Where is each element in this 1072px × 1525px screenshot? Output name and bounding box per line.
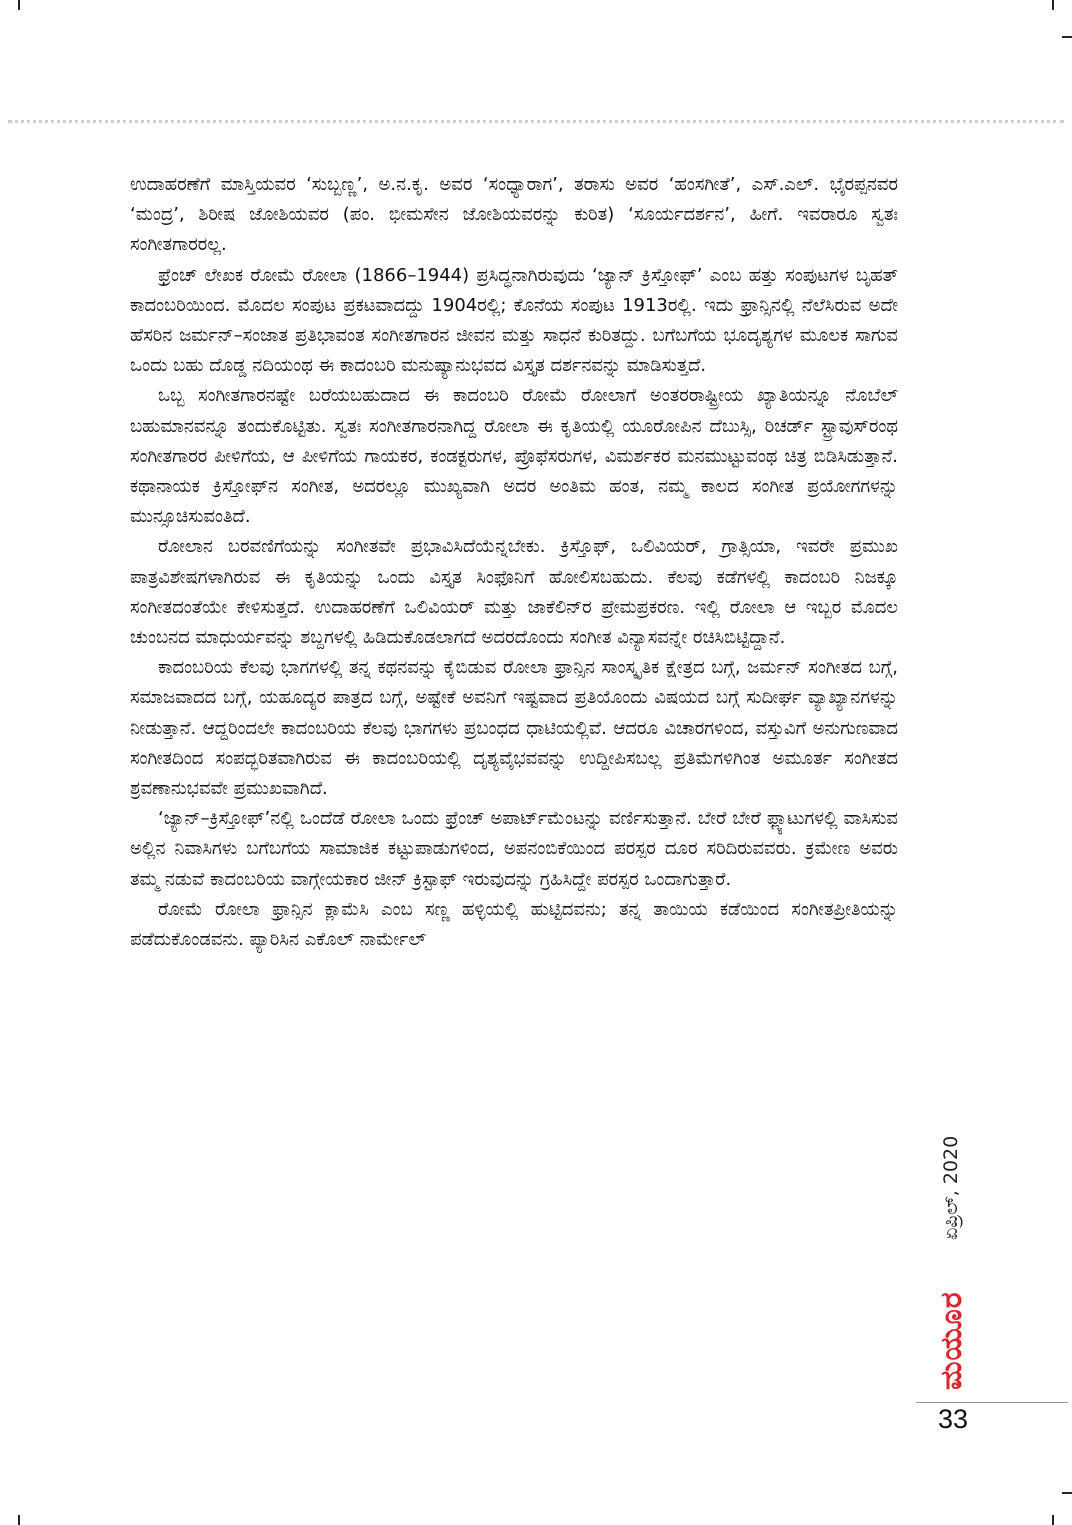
header-dotted-divider: [8, 120, 1064, 123]
article-paragraph: ಕಾದಂಬರಿಯ ಕೆಲವು ಭಾಗಗಳಲ್ಲಿ ತನ್ನ ಕಥನವನ್ನು ಕೈಬಿಡುವ ರೋಲಾ ಫ್ರಾನ್ಸಿನ ಸಾಂಸ್ಕೃತಿಕ ಕ್ಷೇತ್ರದ ಬಗ್ಗೆ, ಜರ್ಮನ್ ಸಂಗೀತದ ಬಗ್ಗೆ, ಸಮಾಜವಾದದ ಬಗ್ಗೆ, ಯಹೂದ್ಯರ ಪಾತ್ರದ ಬಗ್ಗೆ, ಅಷ್ಟೇಕೆ ಅವನಿಗೆ ಇಷ್ಟವಾದ ಪ್ರತಿಯೊಂದು ವಿಷಯದ ಬಗ್ಗೆ ಸುದೀರ್ಘ ವ್ಯಾಖ್ಯಾನಗಳನ್ನು ನೀಡುತ್ತಾನೆ. ಆದ್ದರಿಂದಲೇ ಕಾದಂಬರಿಯ ಕೆಲವು ಭಾಗಗಳು ಪ್ರಬಂಧದ ಧಾಟಿಯಲ್ಲಿವೆ. ಆದರೂ ವಿಚಾರಗಳಿಂದ, ವಸ್ತುವಿಗೆ ಅನುಗುಣವಾದ ಸಂಗೀತದಿಂದ ಸಂಪದ್ಭರಿತವಾಗಿರುವ ಈ ಕಾದಂಬರಿಯಲ್ಲಿ ದೃಶ್ಯವೈಭವವನ್ನು ಉದ್ದೀಪಿಸಬಲ್ಲ ಪ್ರತಿಮೆಗಳಿಗಿಂತ ಅಮೂರ್ತ ಸಂಗೀತದ ಶ್ರವಣಾನುಭವವೇ ಪ್ರಮುಖವಾಗಿದೆ.: [130, 657, 898, 800]
crop-mark-right-lower: [1062, 1492, 1072, 1494]
article-paragraph: ಉದಾಹರಣೆಗೆ ಮಾಸ್ತಿಯವರ ‘ಸುಬ್ಬಣ್ಣ’, ಅ.ನ.ಕೃ. ಅವರ ‘ಸಂಧ್ಯಾರಾಗ’, ತರಾಸು ಅವರ ‘ಹಂಸಗೀತೆ’, ಎಸ್.ಎಲ್. ಭೈರಪ್ಪನವರ ‘ಮಂದ್ರ’, ಶಿರೀಷ ಜೋಶಿಯವರ (ಪಂ. ಭೀಮಸೇನ ಜೋಶಿಯವರನ್ನು ಕುರಿತ) ‘ಸೂರ್ಯದರ್ಶನ’, ಹೀಗೆ. ಇವರಾರೂ ಸ್ವತಃ ಸಂಗೀತಗಾರರಲ್ಲ.: [130, 174, 898, 256]
crop-mark-top-left: [18, 0, 20, 10]
article-paragraph: ರೋಲಾನ ಬರವಣಿಗೆಯನ್ನು ಸಂಗೀತವೇ ಪ್ರಭಾವಿಸಿದೆಯೆನ್ನಬೇಕು. ಕ್ರಿಸ್ತೊಫ್, ಒಲಿವಿಯರ್, ಗ್ರಾತ್ಸಿಯಾ, ಇವರೇ ಪ್ರಮುಖ ಪಾತ್ರವಿಶೇಷಗಳಾಗಿರುವ ಈ ಕೃತಿಯನ್ನು ಒಂದು ವಿಸ್ತೃತ ಸಿಂಫೊನಿಗೆ ಹೋಲಿಸಬಹುದು. ಕೆಲವು ಕಡೆಗಳಲ್ಲಿ ಕಾದಂಬರಿ ನಿಜಕ್ಕೂ ಸಂಗೀತದಂತೆಯೇ ಕೇಳಿಸುತ್ತದೆ. ಉದಾಹರಣೆಗೆ ಒಲಿವಿಯರ್ ಮತ್ತು ಜಾಕೆಲಿನ್‌ರ ಪ್ರೇಮಪ್ರಕರಣ. ಇಲ್ಲಿ ರೋಲಾ ಆ ಇಬ್ಬರ ಮೊದಲ ಚುಂಬನದ ಮಾಧುರ್ಯವನ್ನು ಶಬ್ದಗಳಲ್ಲಿ ಹಿಡಿದುಕೊಡಲಾಗದೆ ಅದರದೊಂದು ಸಂಗೀತ ವಿನ್ಯಾಸವನ್ನೇ ರಚಿಸಿಬಿಟ್ಟಿದ್ದಾನೆ.: [130, 536, 898, 649]
crop-mark-bottom-right: [1052, 1515, 1054, 1525]
magazine-logo: ಮಯೂರ: [934, 1291, 969, 1390]
page-number-rule: [916, 1402, 1068, 1403]
crop-mark-top-right: [1052, 0, 1054, 10]
article-paragraph: ರೋಮೆ ರೋಲಾ ಫ್ರಾನ್ಸಿನ ಕ್ಲಾಮೆಸಿ ಎಂಬ ಸಣ್ಣ ಹಳ್ಳಿಯಲ್ಲಿ ಹುಟ್ಟಿದವನು; ತನ್ನ ತಾಯಿಯ ಕಡೆಯಿಂದ ಸಂಗೀತಪ್ರೀತಿಯನ್ನು ಪಡೆದುಕೊಂಡವನು. ಪ್ಯಾರಿಸಿನ ಎಕೊಲ್ ನಾರ್ಮೇಲ್: [130, 898, 898, 951]
issue-date: ಏಪ್ರಿಲ್, 2020: [940, 1135, 962, 1240]
crop-mark-right-upper: [1062, 36, 1072, 38]
article-paragraph: ‘ಜ್ಯಾನ್–ಕ್ರಿಸ್ತೋಫ್’ನಲ್ಲಿ ಒಂದೆಡೆ ರೋಲಾ ಒಂದು ಫ್ರೆಂಚ್ ಅಪಾರ್ಟ್‌ಮೆಂಟನ್ನು ವರ್ಣಿಸುತ್ತಾನೆ. ಬೇರೆ ಬೇರೆ ಫ್ಲ್ಯಾಟುಗಳಲ್ಲಿ ವಾಸಿಸುವ ಅಲ್ಲಿನ ನಿವಾಸಿಗಳು ಬಗೆಬಗೆಯ ಸಾಮಾಜಿಕ ಕಟ್ಟುಪಾಡುಗಳಿಂದ, ಅಪನಂಬಿಕೆಯಿಂದ ಪರಸ್ಪರ ದೂರ ಸರಿದಿರುವವರು. ಕ್ರಮೇಣ ಅವರು ತಮ್ಮ ನಡುವೆ ಕಾದಂಬರಿಯ ವಾಗ್ಗೇಯಕಾರ ಜೀನ್ ಕ್ರಿಸ್ಟಾಫ್ ಇರುವುದನ್ನು ಗ್ರಹಿಸಿದ್ದೇ ಪರಸ್ಪರ ಒಂದಾಗುತ್ತಾರೆ.: [130, 808, 898, 890]
article-body: [130, 170, 898, 955]
article-paragraph: ಒಬ್ಬ ಸಂಗೀತಗಾರನಷ್ಟೇ ಬರೆಯಬಹುದಾದ ಈ ಕಾದಂಬರಿ ರೋಮೆ ರೋಲಾಗೆ ಅಂತರರಾಷ್ಟ್ರೀಯ ಖ್ಯಾತಿಯನ್ನೂ ನೊಬೆಲ್ ಬಹುಮಾನವನ್ನೂ ತಂದುಕೊಟ್ಟಿತು. ಸ್ವತಃ ಸಂಗೀತಗಾರನಾಗಿದ್ದ ರೋಲಾ ಈ ಕೃತಿಯಲ್ಲಿ ಯೂರೋಪಿನ ದೆಬುಸ್ಸಿ, ರಿಚರ್ಡ್ ಸ್ಟ್ರಾವುಸ್‌ರಂಥ ಸಂಗೀತಗಾರರ ಪೀಳಿಗೆಯ, ಆ ಪೀಳಿಗೆಯ ಗಾಯಕರ, ಕಂಡಕ್ಟರುಗಳ, ಪ್ರೊಫೆಸರುಗಳ, ವಿಮರ್ಶಕರ ಮನಮುಟ್ಟುವಂಥ ಚಿತ್ರ ಬಿಡಿಸಿಡುತ್ತಾನೆ. ಕಥಾನಾಯಕ ಕ್ರಿಸ್ತೋಫ್‌ನ ಸಂಗೀತ, ಅದರಲ್ಲೂ ಮುಖ್ಯವಾಗಿ ಅದರ ಅಂತಿಮ ಹಂತ, ನಮ್ಮ ಕಾಲದ ಸಂಗೀತ ಪ್ರಯೋಗಗಳನ್ನು ಮುನ್ಸೂಚಿಸುವಂತಿದೆ.: [130, 385, 898, 528]
article-paragraph: ಫ್ರೆಂಚ್ ಲೇಖಕ ರೋಮೆ ರೋಲಾ (1866–1944) ಪ್ರಸಿದ್ಧನಾಗಿರುವುದು ‘ಜ್ಯಾನ್ ಕ್ರಿಸ್ತೋಫ್’ ಎಂಬ ಹತ್ತು ಸಂಪುಟಗಳ ಬೃಹತ್ ಕಾದಂಬರಿಯಿಂದ. ಮೊದಲ ಸಂಪುಟ ಪ್ರಕಟವಾದದ್ದು 1904ರಲ್ಲಿ; ಕೊನೆಯ ಸಂಪುಟ 1913ರಲ್ಲಿ. ಇದು ಫ್ರಾನ್ಸಿನಲ್ಲಿ ನೆಲೆಸಿರುವ ಅದೇ ಹೆಸರಿನ ಜರ್ಮನ್–ಸಂಜಾತ ಪ್ರತಿಭಾವಂತ ಸಂಗೀತಗಾರನ ಜೀವನ ಮತ್ತು ಸಾಧನೆ ಕುರಿತದ್ದು. ಬಗೆಬಗೆಯ ಭೂದೃಶ್ಯಗಳ ಮೂಲಕ ಸಾಗುವ ಒಂದು ಬಹು ದೊಡ್ಡ ನದಿಯಂಥ ಈ ಕಾದಂಬರಿ ಮನುಷ್ಯಾನುಭವದ ವಿಸ್ತೃತ ದರ್ಶನವನ್ನು ಮಾಡಿಸುತ್ತದೆ.: [130, 264, 898, 377]
crop-mark-bottom-left: [18, 1515, 20, 1525]
page-number: 33: [938, 1404, 969, 1434]
